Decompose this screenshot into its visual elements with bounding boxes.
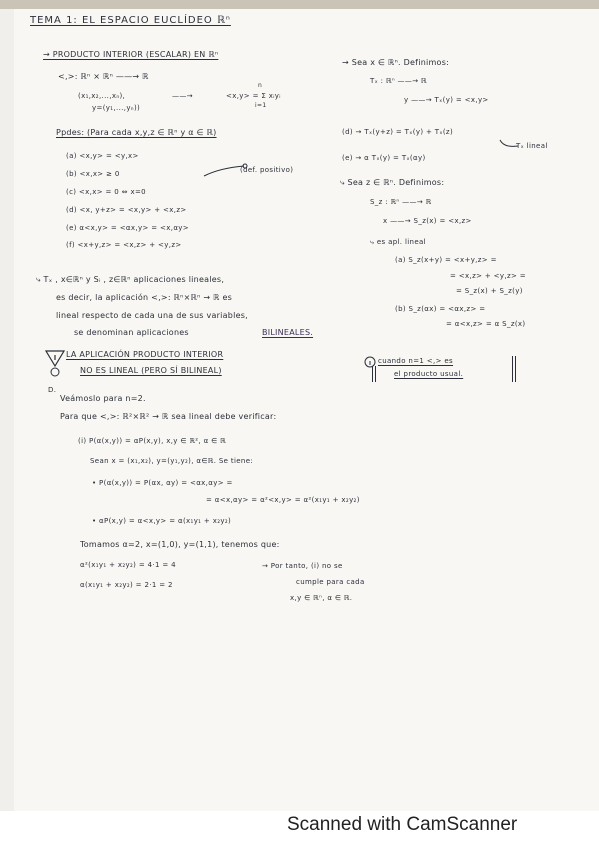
definition-args-x: (x₁,x₂,...,xₙ), <box>78 92 126 100</box>
property-d: (d) <x, y+z> = <x,y> + <x,z> <box>66 206 187 214</box>
proof-line-8: Tomamos α=2, x=(1,0), y=(1,1), tenemos que: <box>80 540 280 549</box>
page-title: TEMA 1: EL ESPACIO EUCLÍDEO ℝⁿ <box>30 15 231 26</box>
property-f: (f) <x+y,z> = <x,z> + <y,z> <box>66 241 182 249</box>
right-intro: → Sea x ∈ ℝⁿ. Definimos: <box>342 58 450 67</box>
paragraph-line-1: ⤷ Tₓ , x∈ℝⁿ y Sᵢ , z∈ℝⁿ aplicaciones lineales, <box>36 275 225 284</box>
property-d-right: (d) → Tₓ(y+z) = Tₓ(y) + Tₓ(z) <box>342 128 454 136</box>
proof-line-5: • P(α(x,y)) = P(αx, αy) = <αx,αy> = <box>92 479 233 487</box>
proof-line-2: Para que <,>: ℝ²×ℝ² → ℝ sea lineal debe verificar: <box>60 412 277 421</box>
definition-result: <x,y> = Σ xᵢyᵢ <box>226 92 281 100</box>
property-c: (c) <x,x> = 0 ⇔ x=0 <box>66 188 146 196</box>
property-e-right: (e) → α Tₓ(y) = Tₓ(αy) <box>342 154 426 162</box>
sz-prop-a-3: = S_z(x) + S_z(y) <box>456 287 523 295</box>
proof-line-4: Sean x = (x₁,x₂), y=(y₁,y₂), α∈ℝ. Se tiene: <box>90 457 254 465</box>
note-box-right-bar <box>512 356 516 382</box>
warning-triangle-icon <box>44 348 66 378</box>
note-line-2: el producto usual. <box>394 370 464 378</box>
paragraph-line-2: es decir, la aplicación <,>: ℝⁿ×ℝⁿ → ℝ es <box>56 293 233 302</box>
proof-line-3: (i) P(α(x,y)) = αP(x,y), x,y ∈ ℝ², α ∈ ℝ <box>78 437 227 445</box>
warning-line-1: LA APLICACIÓN PRODUCTO INTERIOR <box>66 350 224 359</box>
apl-lineal-note: ⤷ es apl. lineal <box>370 238 426 246</box>
sz-definition-1: S_z : ℝⁿ ——→ ℝ <box>370 198 432 206</box>
proof-conclusion-2: cumple para cada <box>296 578 365 586</box>
sz-prop-a-1: (a) S_z(x+y) = <x+y,z> = <box>395 256 497 264</box>
proof-line-10: α(x₁y₁ + x₂y₂) = 2·1 = 2 <box>80 581 173 589</box>
scanner-watermark: Scanned with CamScanner <box>287 814 518 835</box>
property-a: (a) <x,y> = <y,x> <box>66 152 139 160</box>
sz-prop-b-2: = α<x,z> = α S_z(x) <box>446 320 526 328</box>
proof-line-9: α²(x₁y₁ + x₂y₂) = 4·1 = 4 <box>80 561 176 569</box>
definition-line: <,>: ℝⁿ × ℝⁿ ——→ ℝ <box>58 72 149 81</box>
property-e: (e) α<x,y> = <αx,y> = <x,αy> <box>66 224 189 232</box>
sz-prop-a-2: = <x,z> + <y,z> = <box>450 272 526 280</box>
scan-top-edge <box>0 0 599 9</box>
tx-definition-1: Tₓ : ℝⁿ ——→ ℝ <box>370 77 427 85</box>
properties-title: Ppdes: (Para cada x,y,z ∈ ℝⁿ y α ∈ ℝ) <box>56 128 217 137</box>
proof-line-1: Veámoslo para n=2. <box>60 394 146 403</box>
note-box-left-bar <box>372 366 376 382</box>
proof-conclusion-3: x,y ∈ ℝⁿ, α ∈ ℝ. <box>290 594 353 602</box>
sz-definition-2: x ——→ S_z(x) = <x,z> <box>383 217 472 225</box>
proof-conclusion-1: → Por tanto, (i) no se <box>262 562 343 570</box>
sz-intro: ⤷ Sea z ∈ ℝⁿ. Definimos: <box>340 178 445 187</box>
paragraph-line-4: se denominan aplicaciones <box>74 328 189 337</box>
property-b: (b) <x,x> ≥ 0 <box>66 170 120 178</box>
definition-args-y: y=(y₁,...,yₙ)) <box>92 104 141 112</box>
tx-definition-2: y ——→ Tₓ(y) = <x,y> <box>404 96 489 104</box>
proof-line-7: • αP(x,y) = α<x,y> = α(x₁y₁ + x₂y₂) <box>92 517 232 525</box>
sz-prop-b-1: (b) S_z(αx) = <αx,z> = <box>395 305 486 313</box>
warning-line-2: NO ES LINEAL (PERO SÍ BILINEAL) <box>80 366 222 375</box>
definition-arrow: ——→ <box>172 92 193 100</box>
sum-upper: n <box>258 82 263 89</box>
sum-lower: i=1 <box>255 102 267 109</box>
paragraph-line-3: lineal respecto de cada una de sus variables, <box>56 311 248 320</box>
bilineales-term: BILINEALES. <box>262 328 314 337</box>
tx-lineal-note: Tₓ lineal <box>516 142 548 150</box>
section-heading: → PRODUCTO INTERIOR (ESCALAR) EN ℝⁿ <box>43 50 219 59</box>
positive-definite-note: (def. positivo) <box>240 166 294 174</box>
proof-marker: D. <box>48 386 57 394</box>
proof-line-6: = α<x,αy> = α²<x,y> = α²(x₁y₁ + x₂y₂) <box>206 496 360 504</box>
note-line-1: cuando n=1 <,> es <box>378 357 454 365</box>
